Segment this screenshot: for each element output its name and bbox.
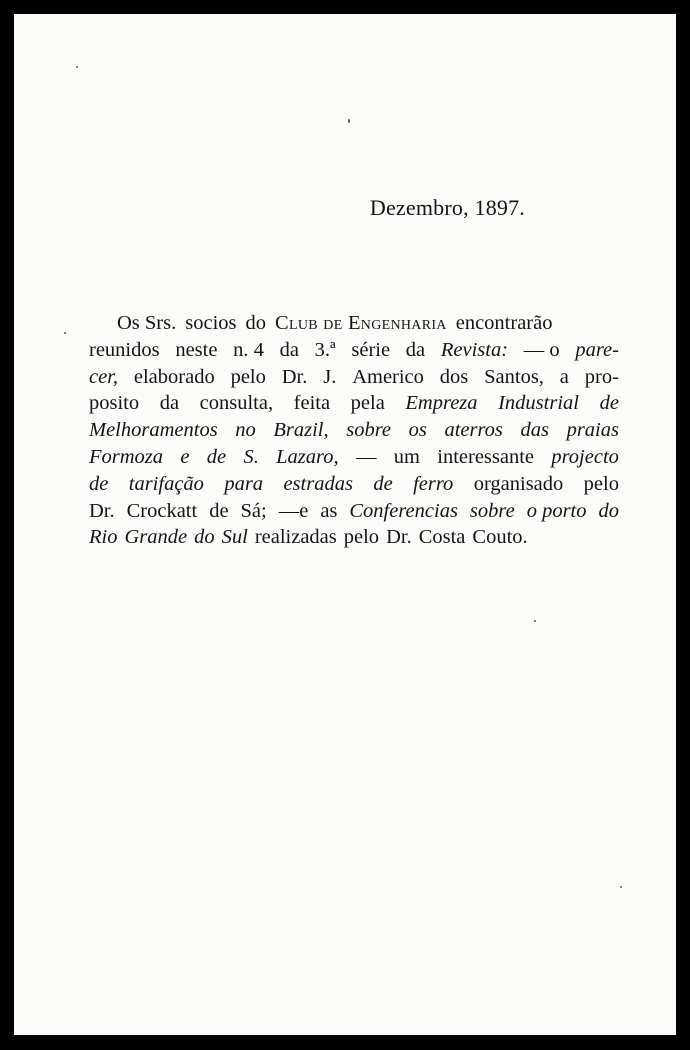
word: no: [235, 419, 256, 442]
word: pelo: [583, 472, 619, 495]
word: Crockatt: [126, 499, 198, 522]
word: Sul: [221, 526, 248, 549]
scan-speck: [620, 886, 622, 888]
word: o porto: [526, 499, 587, 522]
text-line: [89, 498, 619, 525]
text-line: [89, 417, 619, 444]
word: de: [373, 472, 393, 495]
word: um: [393, 445, 420, 468]
word: e: [180, 445, 190, 468]
word: Industrial: [498, 392, 579, 415]
word: Rio: [89, 526, 118, 549]
word: realizadas: [254, 526, 337, 549]
club-name: Club de Engenharia: [275, 312, 447, 334]
date-heading: Dezembro, 1897.: [369, 195, 525, 220]
word: Brazil,: [273, 419, 329, 442]
word: interessante: [437, 445, 535, 468]
word: ferro: [413, 472, 454, 495]
word: projecto: [551, 445, 619, 468]
word: —e: [278, 499, 309, 522]
text-line: [89, 444, 619, 471]
word: pela: [350, 392, 385, 415]
word: consulta,: [199, 392, 274, 415]
word: reunidos: [89, 338, 160, 361]
word: 3.ª: [314, 338, 336, 361]
word: neste: [175, 338, 218, 361]
word: elaborado: [133, 365, 215, 388]
word: os: [408, 419, 427, 442]
word: sobre: [346, 419, 392, 442]
word: Os Srs.: [117, 312, 177, 334]
word: Santos,: [484, 365, 544, 388]
word: Dr.: [386, 526, 412, 549]
word: Costa: [418, 526, 466, 549]
word: Couto.: [472, 526, 528, 549]
word: sobre: [469, 499, 515, 522]
word: pro-: [584, 365, 619, 388]
word: estradas: [283, 472, 353, 495]
word: do: [245, 312, 266, 334]
word: Formoza: [89, 445, 164, 468]
word: J.: [323, 365, 337, 388]
word: pare-: [575, 338, 619, 361]
word: Melhoramentos: [89, 419, 218, 442]
word: a: [559, 365, 569, 388]
word: cer,: [89, 365, 119, 388]
word: da: [159, 392, 180, 415]
word: série: [351, 338, 391, 361]
word: das: [520, 419, 549, 442]
text-line: [89, 337, 619, 364]
word: de: [89, 472, 109, 495]
text-line: [89, 364, 619, 391]
word: do: [598, 499, 619, 522]
word: Empreza: [405, 392, 478, 415]
word: n. 4: [233, 338, 264, 361]
word: posito: [89, 392, 140, 415]
word: Conferencias: [349, 499, 458, 522]
scan-speck: [64, 332, 66, 334]
scan-speck: [534, 620, 536, 622]
word: da: [279, 338, 299, 361]
word: as: [320, 499, 338, 522]
word: — o: [523, 338, 560, 361]
word: aterros: [444, 419, 503, 442]
word: de: [209, 499, 229, 522]
scan-speck: [76, 66, 78, 68]
word: pelo: [343, 526, 380, 549]
word: pelo: [230, 365, 266, 388]
word: Dr.: [89, 499, 115, 522]
word: Americo: [352, 365, 424, 388]
word: —: [355, 445, 377, 468]
word: de: [206, 445, 227, 468]
word: Lazaro,: [276, 445, 339, 468]
word: Sá;: [240, 499, 267, 522]
scan-speck: [348, 119, 350, 123]
text-line: [89, 310, 619, 337]
body-paragraph: [89, 310, 619, 551]
word: dos: [439, 365, 469, 388]
word: feita: [293, 392, 331, 415]
word: de: [599, 392, 619, 415]
text-line: [89, 471, 619, 498]
word: socios: [185, 312, 237, 334]
word: tarifação: [128, 472, 204, 495]
word: Dr.: [281, 365, 308, 388]
word: organisado: [473, 472, 564, 495]
document-page: [14, 14, 676, 1035]
word: para: [224, 472, 264, 495]
word: da: [405, 338, 426, 361]
text-line: [89, 390, 619, 417]
word: S.: [243, 445, 259, 468]
word: praias: [566, 419, 619, 442]
word: Revista:: [440, 338, 509, 361]
word: Grande: [124, 526, 188, 549]
word: do: [194, 526, 215, 549]
text-line: [89, 524, 619, 551]
word: encontrarão: [455, 312, 553, 334]
